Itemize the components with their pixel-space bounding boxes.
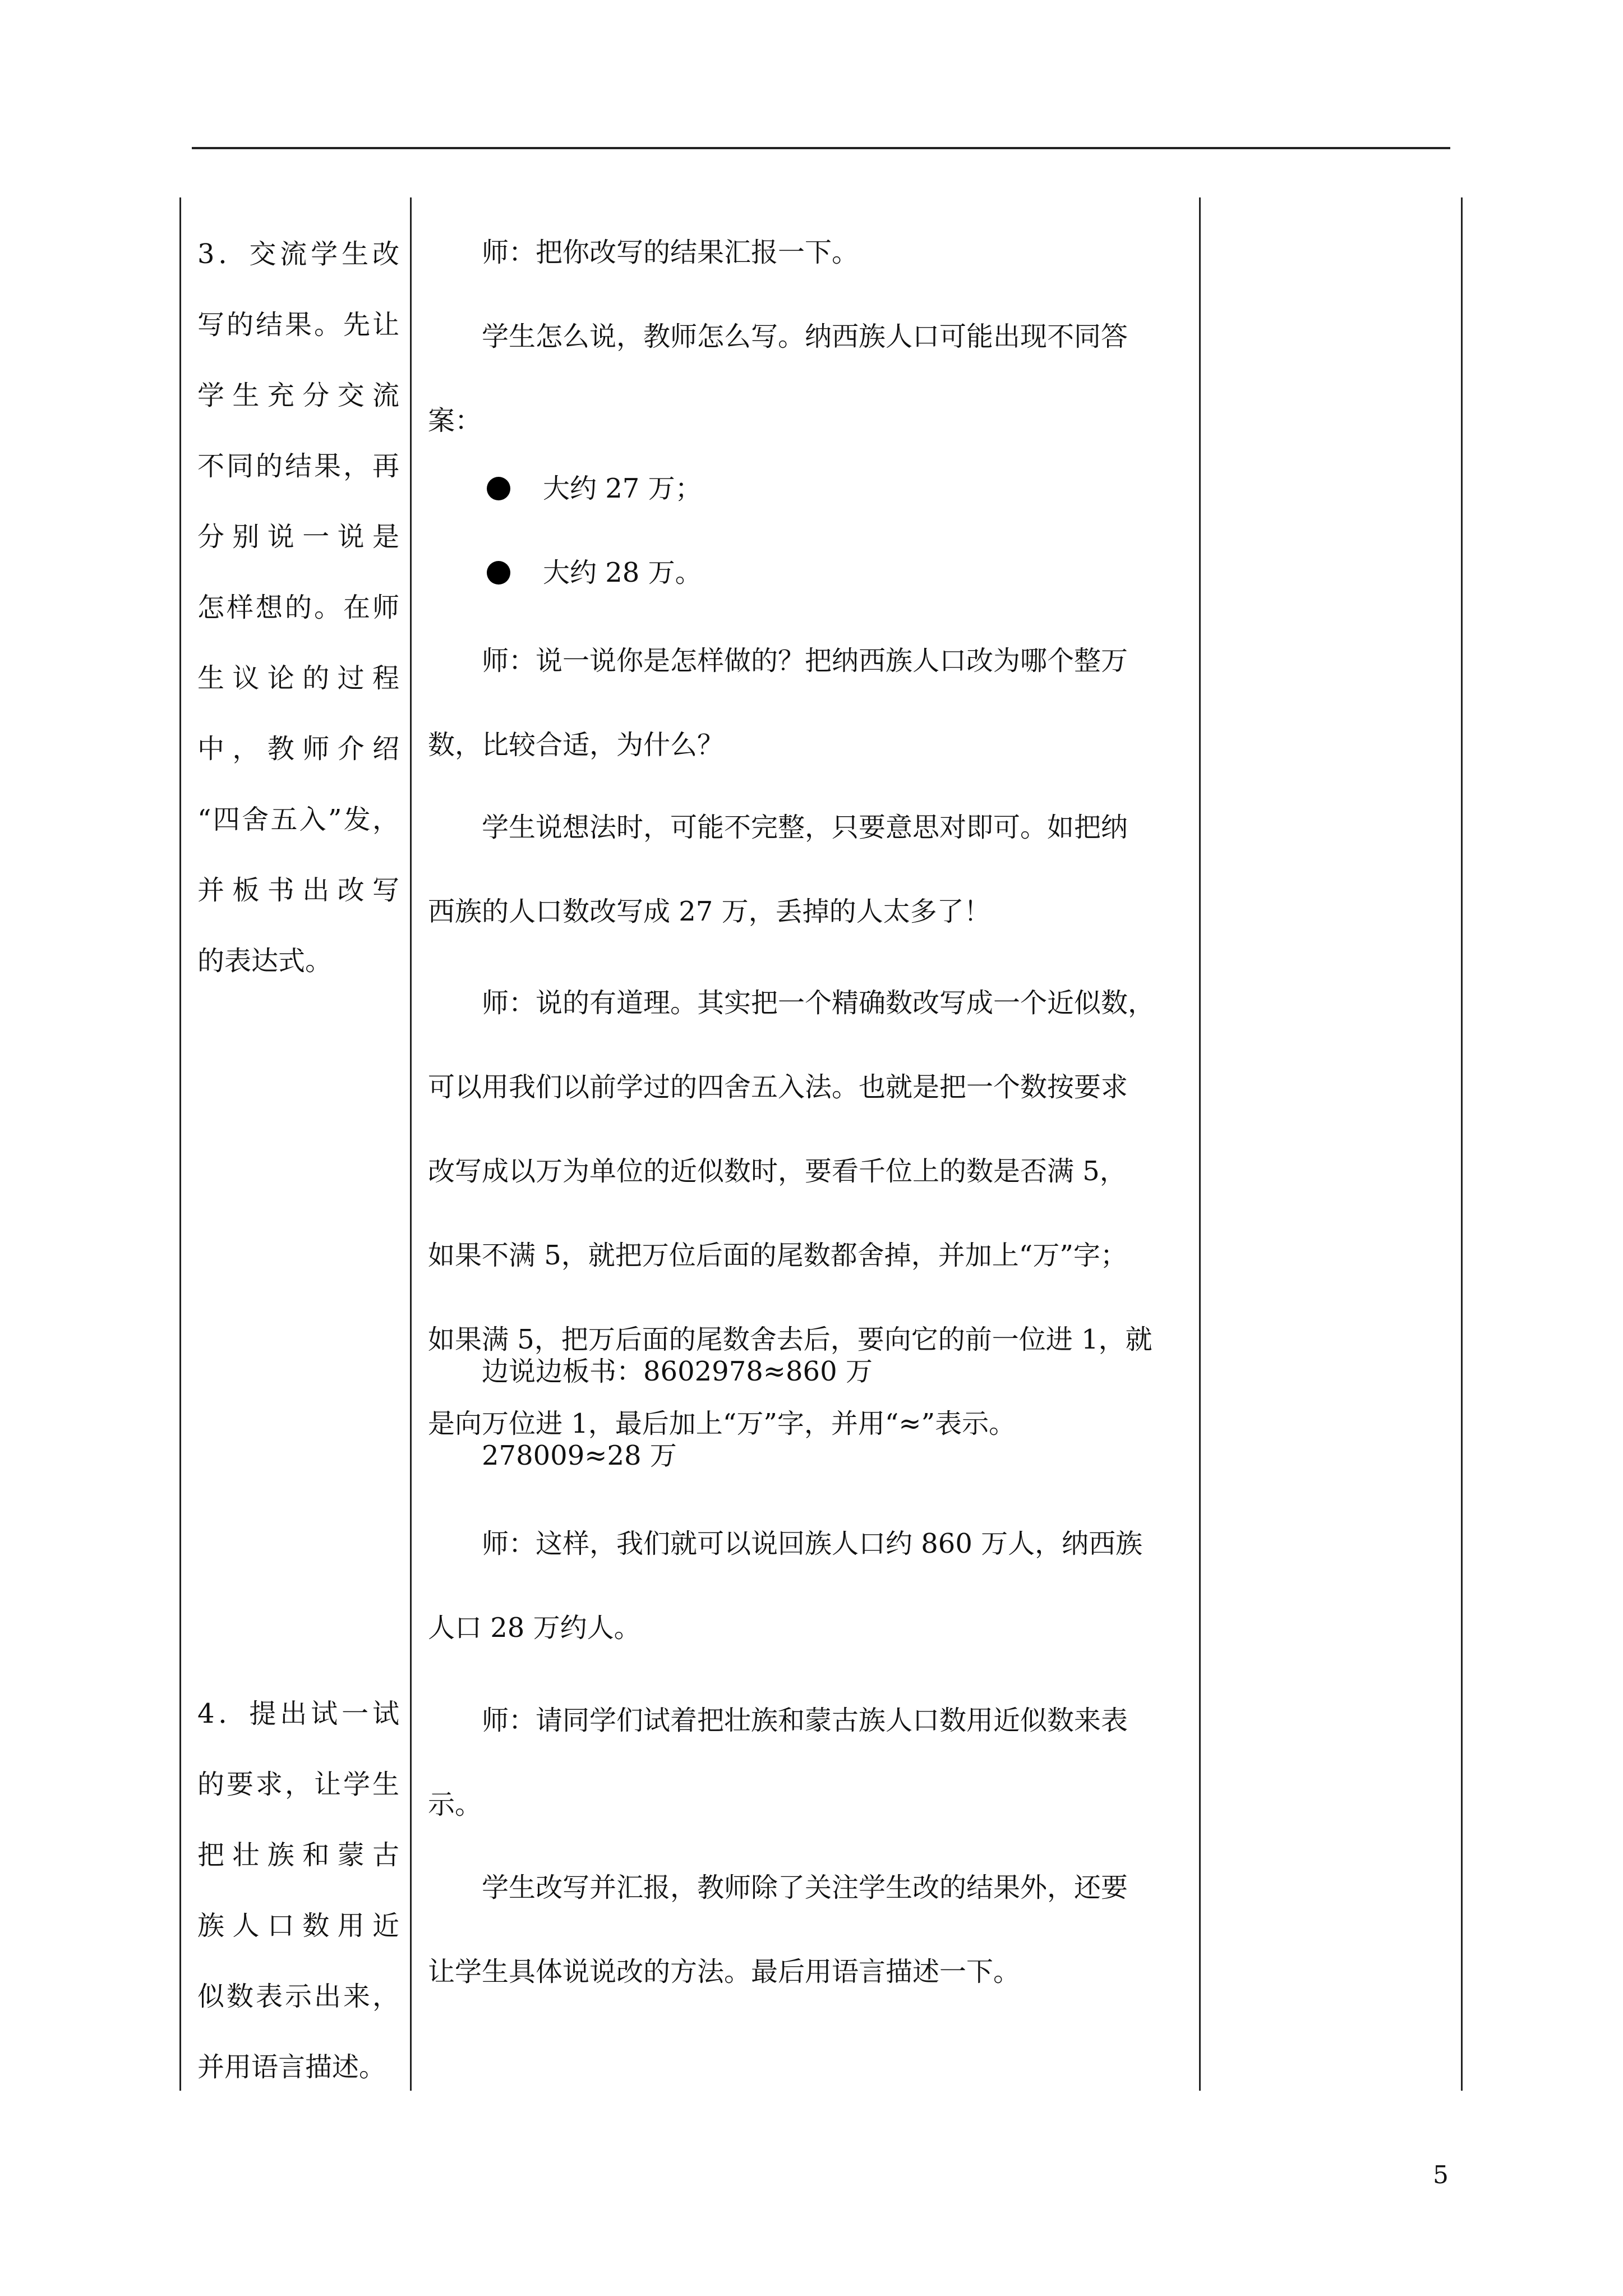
step-line: 似数表示出来， [197, 1981, 399, 2012]
step-3-description [197, 219, 399, 996]
text-line: 如果不满 5，就把万位后面的尾数都舍掉，并加上“万”字； [428, 1240, 1127, 1271]
step-line: 分别说一说是 [197, 521, 399, 553]
text-line: 学生改写并汇报，教师除了关注学生改的结果外，还要 [482, 1872, 1128, 1903]
text-line: 西族的人口数改写成 27 万，丢掉的人太多了！ [428, 896, 991, 927]
step-line: 族人口数用近 [197, 1910, 399, 1941]
text-line: 如果满 5，把万后面的尾数舍去后，要向它的前一位进 1，就 [428, 1324, 1152, 1355]
step-line: 的表达式。 [197, 945, 333, 977]
step-line: “四舍五入”发， [197, 804, 399, 835]
bullet-icon [487, 561, 510, 585]
text-line: 让学生具体说说改的方法。最后用语言描述一下。 [428, 1956, 1021, 1987]
text-line: 数，比较合适，为什么？ [428, 729, 725, 761]
text-line: 师：说一说你是怎样做的？把纳西族人口改为哪个整万 [482, 645, 1128, 677]
paragraph-question [428, 619, 1185, 787]
step-4-description [197, 1678, 399, 2102]
page-number: 5 [1433, 2161, 1449, 2189]
text-line: 学生说想法时，可能不完整，只要意思对即可。如把纳 [482, 812, 1128, 843]
text-line: 改写成以万为单位的近似数时，要看千位上的数是否满 5， [428, 1156, 1127, 1187]
text-line: 师：把你改写的结果汇报一下。 [482, 237, 859, 268]
text-line: 278009≈28 万 [482, 1440, 677, 1471]
board-example-2 [428, 1414, 1185, 1498]
paragraph-report [428, 1846, 1185, 2014]
table-divider-2 [1199, 197, 1201, 2091]
paragraph-student-thoughts [428, 785, 1185, 954]
paragraph-answers-intro [428, 295, 1185, 463]
header-rule [192, 147, 1450, 149]
text-line: 学生怎么说，教师怎么写。纳西族人口可能出现不同答 [482, 321, 1128, 352]
table-border-left [179, 197, 181, 2091]
step-line: 把壮族和蒙古 [197, 1839, 399, 1871]
text-line: 示。 [428, 1789, 482, 1820]
step-line: 写的结果。先让 [197, 309, 399, 341]
text-line: 师：这样，我们就可以说回族人口约 860 万人，纳西族 [482, 1528, 1143, 1559]
step-line: 并用语言描述。 [197, 2051, 386, 2083]
bullet-item: 大约 28 万。 [543, 557, 702, 588]
step-line: 4．提出试一试 [197, 1698, 399, 1729]
text-line: 人口 28 万约人。 [428, 1612, 641, 1644]
bullet-icon [487, 477, 510, 500]
step-line: 怎样想的。在师 [197, 592, 399, 623]
table-border-right [1461, 197, 1463, 2091]
step-line: 3．交流学生改 [197, 238, 399, 270]
text-line: 师：请同学们试着把壮族和蒙古族人口数用近似数来表 [482, 1705, 1128, 1736]
text-line: 是向万位进 1，最后加上“万”字，并用“≈”表示。 [428, 1408, 1016, 1439]
step-line: 不同的结果，再 [197, 450, 399, 482]
text-line: 可以用我们以前学过的四舍五入法。也就是把一个数按要求 [428, 1071, 1128, 1103]
text-line: 案： [428, 405, 482, 436]
paragraph-try-it [428, 1678, 1185, 1847]
text-line: 边说边板书：8602978≈860 万 [482, 1356, 873, 1387]
table-divider-1 [410, 197, 412, 2091]
bullet-item: 大约 27 万； [543, 473, 702, 504]
step-line: 的要求，让学生 [197, 1769, 399, 1800]
paragraph-conclusion [428, 1502, 1185, 1670]
board-example-1 [428, 1329, 1185, 1414]
teacher-prompt [428, 210, 1185, 295]
step-line: 中，教师介绍 [197, 733, 399, 765]
step-line: 并板书出改写 [197, 875, 399, 906]
step-line: 生议论的过程 [197, 662, 399, 694]
text-line: 师：说的有道理。其实把一个精确数改写成一个近似数， [482, 987, 1155, 1019]
step-line: 学生充分交流 [197, 380, 399, 411]
